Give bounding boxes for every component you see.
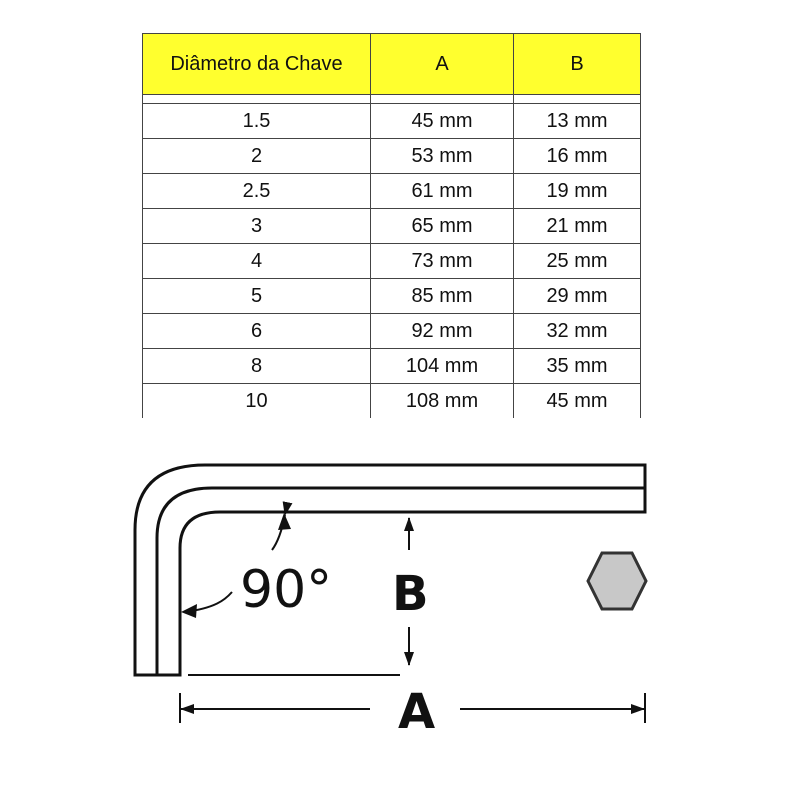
table-row (143, 174, 641, 209)
header-b: B (514, 34, 641, 95)
cell-a: 108 mm (371, 384, 514, 419)
header-spacer-row (143, 95, 641, 104)
header-a: A (371, 34, 514, 95)
dimension-b-label: B (392, 566, 429, 622)
header-diameter: Diâmetro da Chave (143, 34, 371, 95)
cell-b: 13 mm (514, 104, 641, 139)
cell-a: 92 mm (371, 314, 514, 349)
table-row (143, 349, 641, 384)
cell-a: 65 mm (371, 209, 514, 244)
table-row (143, 104, 641, 139)
table-header-row (143, 34, 641, 95)
cell-b: 19 mm (514, 174, 641, 209)
cell-a: 73 mm (371, 244, 514, 279)
table-row (143, 314, 641, 349)
dimension-table (142, 33, 641, 418)
cell-diameter: 4 (143, 244, 371, 279)
cell-diameter: 3 (143, 209, 371, 244)
cell-b: 29 mm (514, 279, 641, 314)
allen-key-diagram (0, 440, 800, 800)
cell-b: 45 mm (514, 384, 641, 419)
cell-b: 21 mm (514, 209, 641, 244)
cell-diameter: 10 (143, 384, 371, 419)
hexagon-cross-section-icon (588, 553, 646, 609)
cell-b: 35 mm (514, 349, 641, 384)
arrow-left-head (181, 604, 197, 618)
cell-a: 53 mm (371, 139, 514, 174)
dimension-a-label: A (398, 684, 436, 740)
angle-label: 90° (240, 560, 333, 620)
key-outer-outline (135, 465, 645, 675)
cell-b: 32 mm (514, 314, 641, 349)
cell-a: 104 mm (371, 349, 514, 384)
table-row (143, 279, 641, 314)
cell-b: 16 mm (514, 139, 641, 174)
table-row (143, 209, 641, 244)
arrow-top-head (278, 513, 291, 530)
cell-diameter: 5 (143, 279, 371, 314)
table-row (143, 244, 641, 279)
cell-diameter: 1.5 (143, 104, 371, 139)
cell-diameter: 2 (143, 139, 371, 174)
table-row (143, 384, 641, 419)
cell-a: 45 mm (371, 104, 514, 139)
cell-a: 85 mm (371, 279, 514, 314)
cell-diameter: 8 (143, 349, 371, 384)
cell-a: 61 mm (371, 174, 514, 209)
allen-key-shape (135, 465, 645, 675)
cell-diameter: 6 (143, 314, 371, 349)
table-row (143, 139, 641, 174)
cell-b: 25 mm (514, 244, 641, 279)
cell-diameter: 2.5 (143, 174, 371, 209)
